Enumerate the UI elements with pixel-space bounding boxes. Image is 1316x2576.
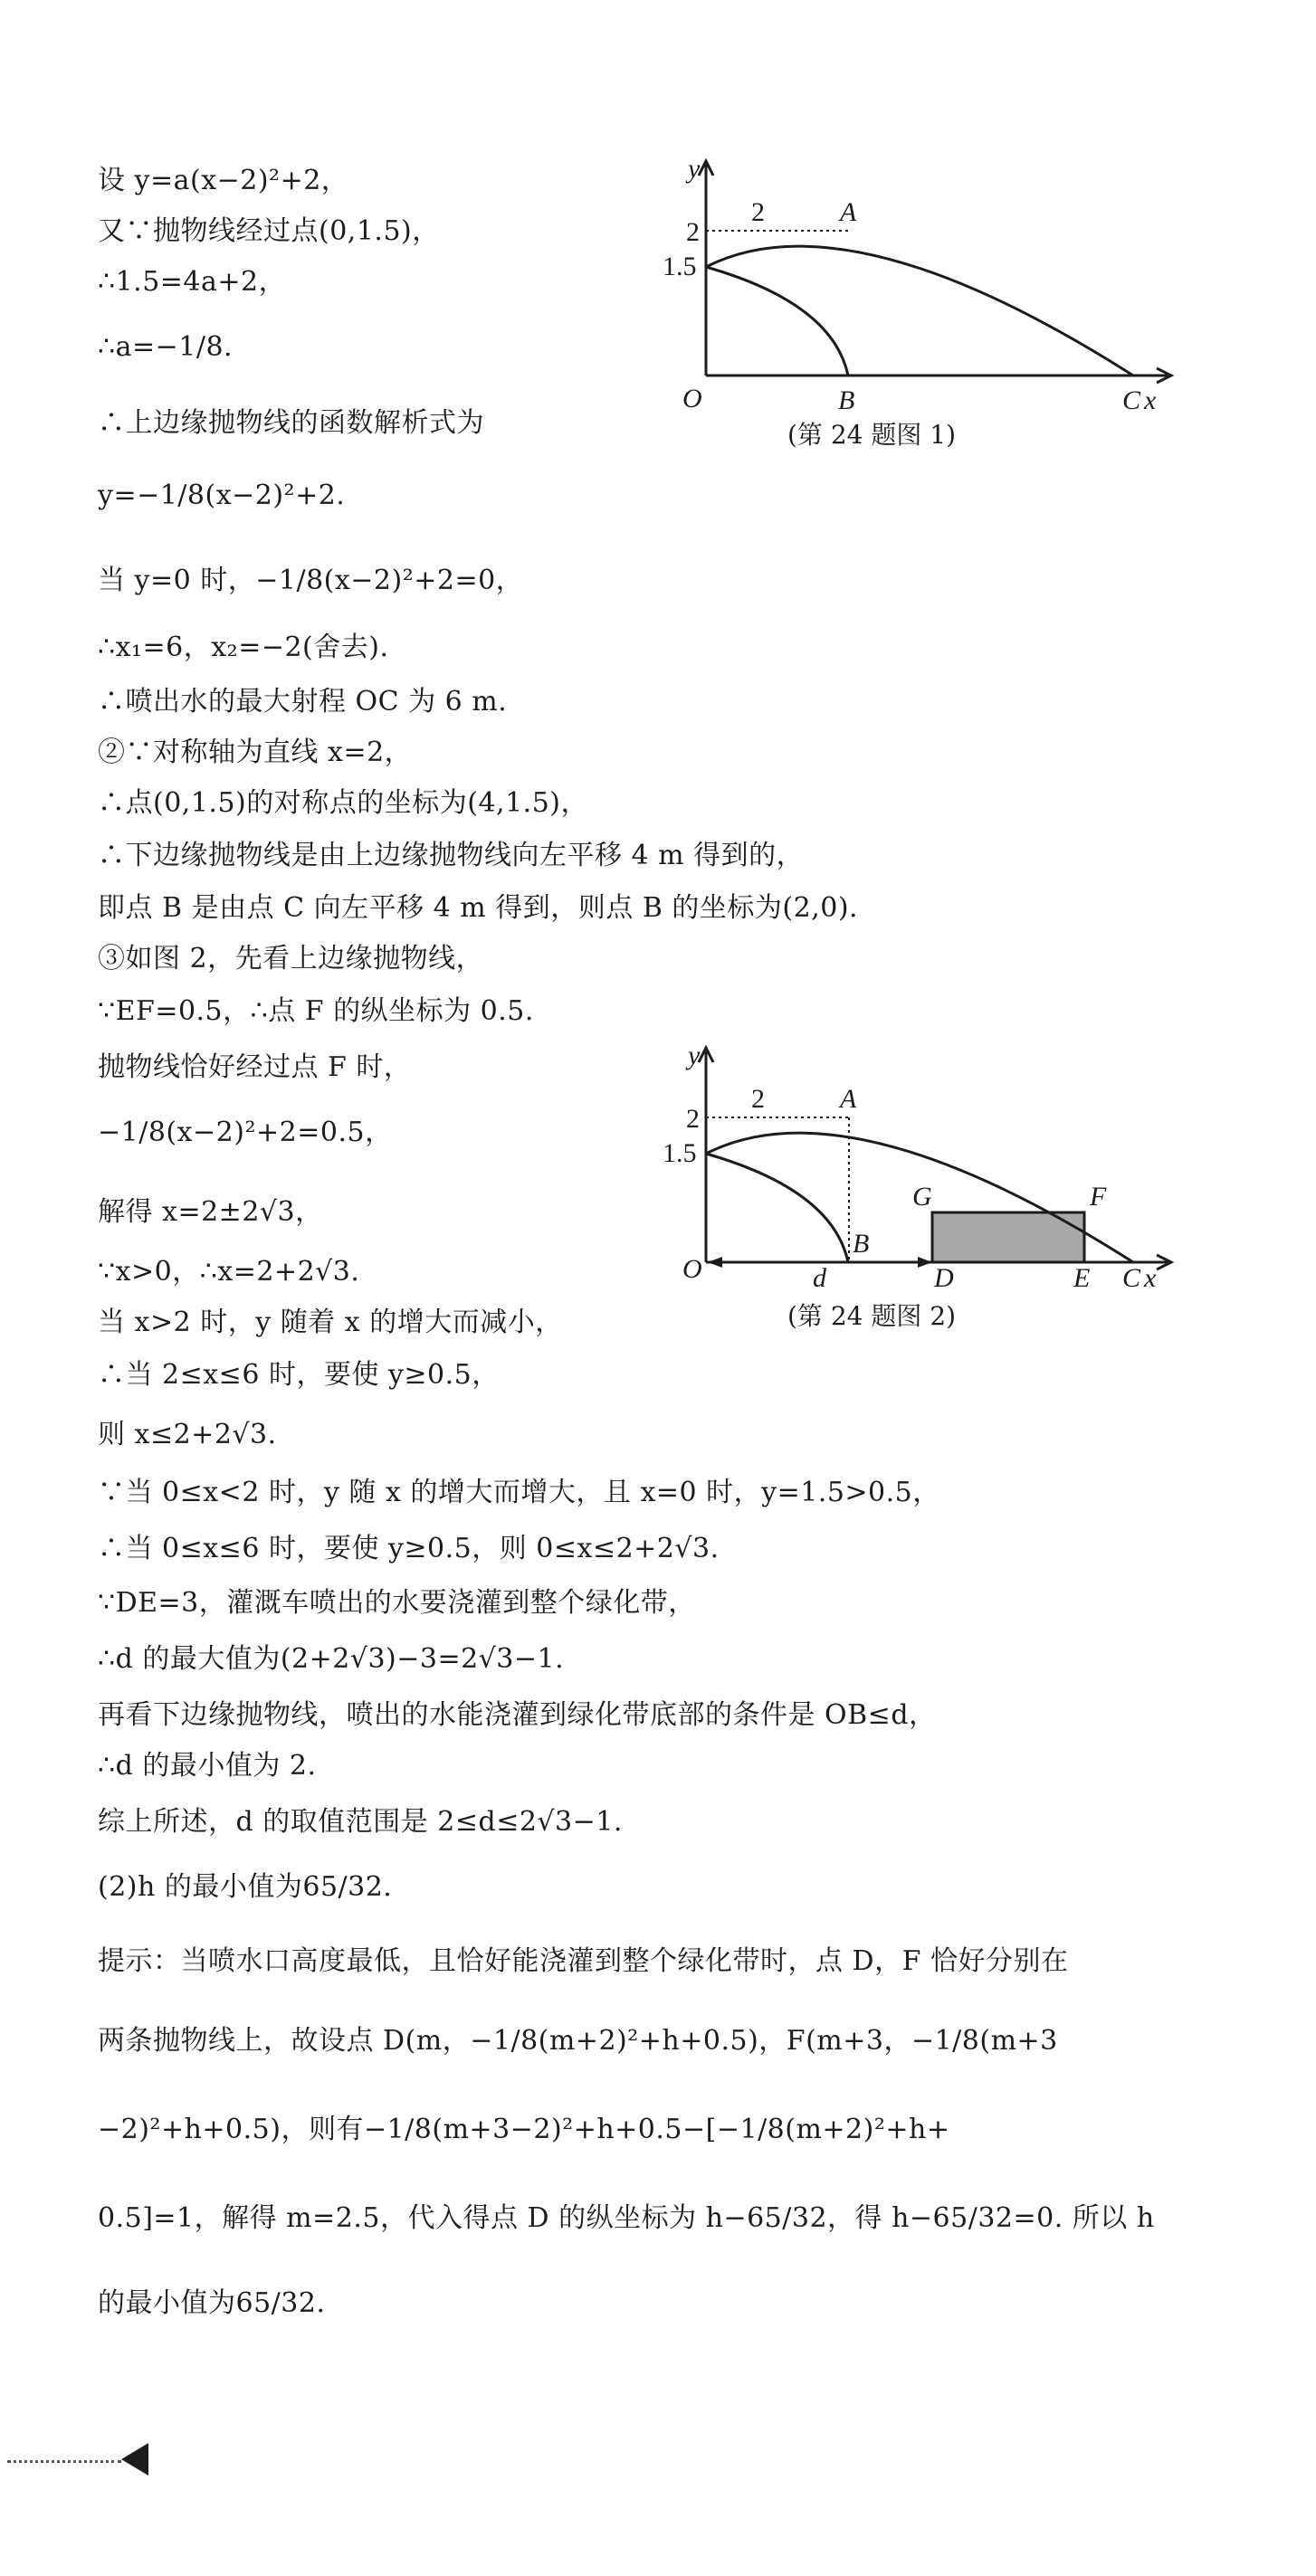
text-line: −2)²+h+0.5)，则有−1/8(m+3−2)²+h+0.5−[−1/8(m+2)²+h+ [98,2114,950,2145]
text-line: 解得 x=2±2√3， [98,1196,323,1228]
page-back-arrow-icon [121,2443,148,2476]
two-left-label: 2 [686,1104,700,1134]
text-line: ∴上边缘抛物线的函数解析式为 [98,407,484,439]
text-line: ∴点(0,1.5)的对称点的坐标为(4,1.5)， [98,787,588,819]
text-line: ∴喷出水的最大射程 OC 为 6 m. [98,686,508,718]
text-line: ∵x>0，∴x=2+2√3. [98,1256,360,1288]
one-five-label: 1.5 [663,252,697,281]
text-line: ∴1.5=4a+2， [98,266,287,298]
d-arrow-left [708,1257,722,1268]
text-line: 提示：当喷水口高度最低，且恰好能浇灌到整个绿化带时，点 D，F 恰好分别在 [98,1945,1069,1977]
text-line: 综上所述，d 的取值范围是 2≤d≤2√3−1. [98,1806,623,1838]
text-line: ∴a=−1/8. [98,331,234,363]
two-left-label: 2 [686,217,700,247]
d-label: d [813,1263,826,1293]
figure-2-caption: (第 24 题图 2) [787,1301,956,1331]
text-line: ∴当 2≤x≤6 时，要使 y≥0.5， [98,1359,500,1391]
text-line: ∴d 的最大值为(2+2√3)−3=2√3−1. [98,1643,565,1675]
x-label: x [1144,1263,1157,1293]
point-c-label: C [1122,1263,1141,1293]
x-label: x [1144,385,1157,415]
point-c-label: C [1122,385,1141,415]
text-line: ∵DE=3，灌溉车喷出的水要浇灌到整个绿化带， [98,1587,696,1619]
text-line: ②∵对称轴为直线 x=2， [98,737,413,768]
text-line: ∴当 0≤x≤6 时，要使 y≥0.5，则 0≤x≤2+2√3. [98,1533,720,1564]
lower-parabola [706,267,848,375]
two-top-label: 2 [751,1084,765,1114]
text-line: ∵当 0≤x<2 时，y 随 x 的增大而增大，且 x=0 时，y=1.5>0.5， [98,1477,940,1508]
text-line: −1/8(x−2)²+2=0.5， [98,1117,393,1148]
text-line: ∴d 的最小值为 2. [98,1750,317,1782]
point-e-label: E [1073,1263,1091,1293]
text-line: ∴x₁=6，x₂=−2(舍去). [98,632,389,663]
text-line: 当 x>2 时，y 随着 x 的增大而减小， [98,1307,563,1338]
text-line: (2)h 的最小值为65/32. [98,1871,393,1903]
figure-1-diagram [661,154,1186,416]
lower-parabola [706,1154,848,1262]
text-line: 0.5]=1，解得 m=2.5，代入得点 D 的纵坐标为 h−65/32，得 h−65/32=0. 所以 h [98,2202,1155,2234]
origin-label: O [682,384,702,413]
point-f-label: F [1090,1182,1107,1212]
text-line: ③如图 2，先看上边缘抛物线， [98,943,484,974]
figure-1-caption: (第 24 题图 1) [787,420,956,450]
text-line: 两条抛物线上，故设点 D(m，−1/8(m+2)²+h+0.5)，F(m+3，−1/8(m+3 [98,2025,1058,2057]
point-b-label: B [853,1229,870,1259]
text-line: 的最小值为65/32. [98,2287,326,2319]
text-line: 又∵抛物线经过点(0,1.5)， [98,215,440,247]
figure-2-diagram [661,1041,1186,1303]
point-a-label: A [840,1084,857,1114]
point-d-label: D [934,1263,954,1293]
d-arrow-right [918,1257,932,1268]
two-top-label: 2 [751,197,765,227]
origin-label: O [682,1254,702,1284]
point-a-label: A [840,197,857,227]
text-line: 设 y=a(x−2)²+2， [98,165,349,196]
footer-dotted-rule [7,2460,121,2463]
one-five-label: 1.5 [663,1138,697,1168]
point-b-label: B [838,385,855,415]
text-line: 即点 B 是由点 C 向左平移 4 m 得到，则点 B 的坐标为(2,0). [98,892,859,924]
text-line: ∴下边缘抛物线是由上边缘抛物线向左平移 4 m 得到的， [98,840,805,871]
text-line: y=−1/8(x−2)²+2. [98,480,346,511]
point-g-label: G [912,1182,932,1212]
y-label: y [688,1041,701,1070]
text-line: 则 x≤2+2√3. [98,1419,277,1450]
text-line: 抛物线恰好经过点 F 时， [98,1051,412,1083]
upper-parabola [706,246,1133,375]
text-line: 再看下边缘抛物线，喷出的水能浇灌到绿化带底部的条件是 OB≤d， [98,1699,937,1731]
y-label: y [688,154,701,184]
text-line: ∵EF=0.5，∴点 F 的纵坐标为 0.5. [98,995,534,1027]
text-line: 当 y=0 时，−1/8(x−2)²+2=0， [98,565,524,596]
